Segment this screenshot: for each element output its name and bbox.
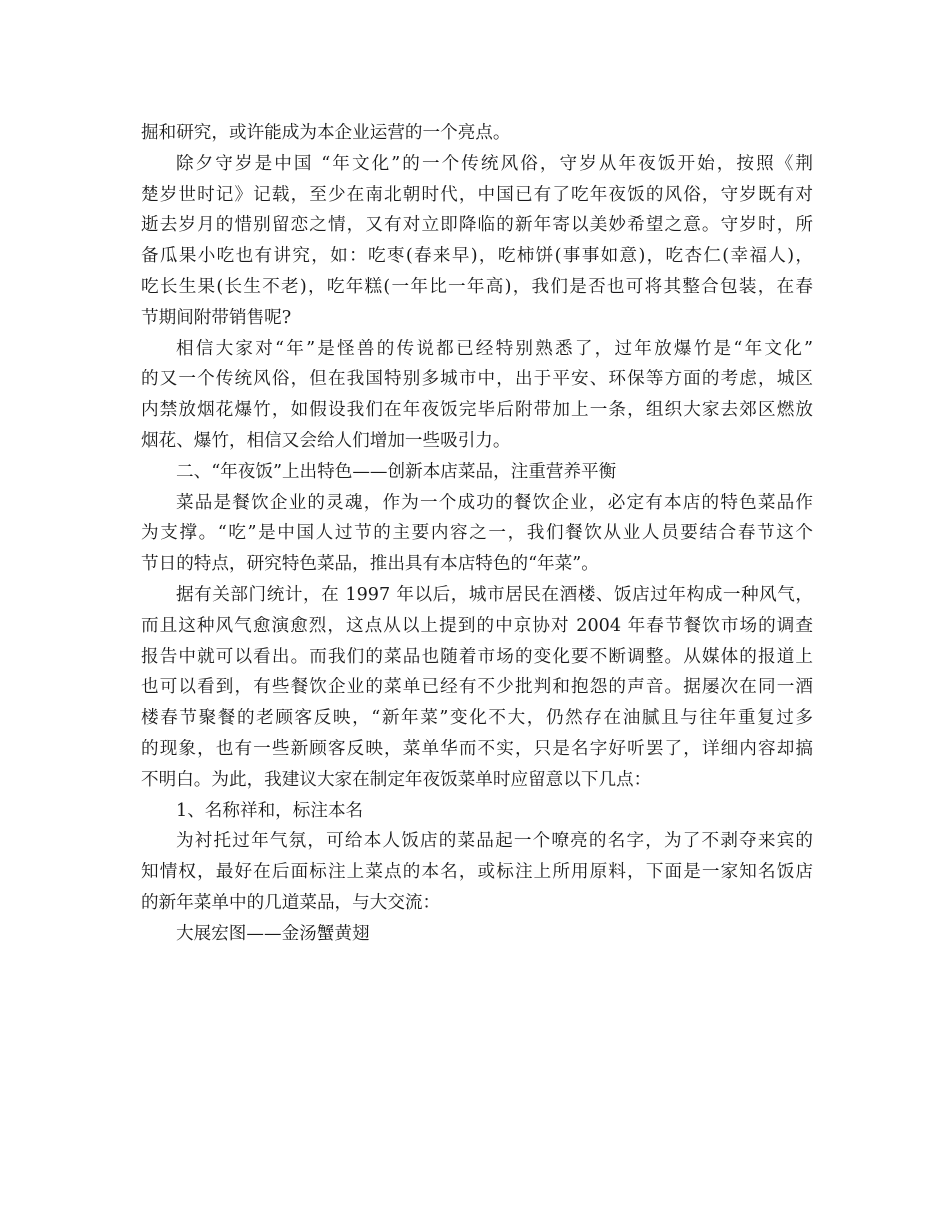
- text-line: 菜品是餐饮企业的灵魂，作为一个成功的餐饮企业，必定有本店的特色菜品作: [176, 492, 813, 513]
- text-line: 1、名称祥和，标注本名: [176, 800, 364, 821]
- text-line: 节期间附带销售呢?: [141, 307, 292, 328]
- text-line: 楚岁世时记》记载，至少在南北朝时代，中国已有了吃年夜饭的风俗，守岁既有对: [141, 184, 813, 205]
- text-line: 的现象，也有一些新顾客反映，菜单华而不实，只是名字好听罢了，详细内容却搞: [141, 738, 813, 759]
- text-line: 也可以看到，有些餐饮企业的菜单已经有不少批判和抱怨的声音。据屡次在同一酒: [141, 677, 813, 698]
- text-line: 报告中就可以看出。而我们的菜品也随着市场的变化要不断调整。从媒体的报道上: [141, 646, 813, 667]
- text-line: 知情权，最好在后面标注上菜点的本名，或标注上所用原料，下面是一家知名饭店: [141, 862, 813, 883]
- text-line: 为衬托过年气氛，可给本人饭店的菜品起一个嘹亮的名字，为了不剥夺来宾的: [176, 831, 813, 852]
- text-line: 吃长生果(长生不老)，吃年糕(一年比一年高)，我们是否也可将其整合包装，在春: [141, 276, 813, 297]
- text-line: 据有关部门统计，在 1997 年以后，城市居民在酒楼、饭店过年构成一种风气，: [176, 584, 813, 605]
- text-line: 烟花、爆竹，相信又会给人们增加一些吸引力。: [141, 430, 511, 451]
- text-line: 的新年菜单中的几道菜品，与大交流：: [141, 892, 441, 913]
- text-line: 内禁放烟花爆竹，如假设我们在年夜饭完毕后附带加上一条，组织大家去郊区燃放: [141, 400, 813, 421]
- text-line: 的又一个传统风俗，但在我国特别多城市中，出于平安、环保等方面的考虑，城区: [141, 369, 813, 390]
- text-line: 备瓜果小吃也有讲究，如：吃枣(春来早)，吃柿饼(事事如意)，吃杏仁(幸福人)，: [141, 246, 813, 267]
- text-line: 而且这种风气愈演愈烈，这点从以上提到的中京协对 2004 年春节餐饮市场的调查: [141, 615, 813, 636]
- text-line: 大展宏图——金汤蟹黄翅: [176, 923, 370, 944]
- text-line: 不明白。为此，我建议大家在制定年夜饭菜单时应留意以下几点：: [141, 769, 652, 790]
- text-line: 掘和研究，或许能成为本企业运营的一个亮点。: [141, 123, 511, 143]
- text-line: 相信大家对“年”是怪兽的传说都已经特别熟悉了，过年放爆竹是“年文化”: [176, 338, 813, 359]
- document-body: [141, 118, 813, 950]
- text-line: 二、“年夜饭”上出特色——创新本店菜品，注重营养平衡: [176, 461, 617, 482]
- text-line: 节日的特点，研究特色菜品，推出具有本店特色的“年菜”。: [141, 554, 599, 575]
- text-line: 为支撑。“吃”是中国人过节的主要内容之一，我们餐饮从业人员要结合春节这个: [141, 523, 813, 544]
- text-line: 除夕守岁是中国 “年文化”的一个传统风俗，守岁从年夜饭开始，按照《荆: [176, 153, 813, 174]
- text-line: 逝去岁月的惜别留恋之情，又有对立即降临的新年寄以美妙希望之意。守岁时，所: [141, 215, 813, 236]
- text-line: 楼春节聚餐的老顾客反映，“新年菜”变化不大，仍然存在油腻且与往年重复过多: [141, 708, 813, 729]
